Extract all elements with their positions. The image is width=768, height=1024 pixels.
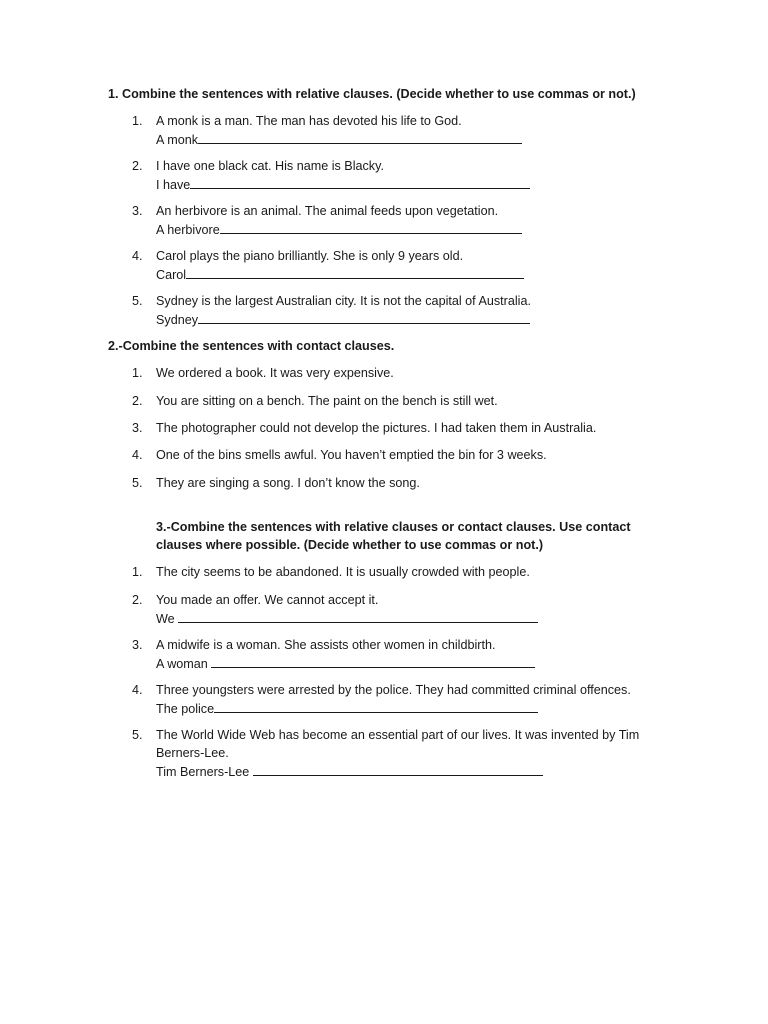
answer-blank[interactable]	[186, 265, 524, 279]
item-number: 4.	[132, 249, 143, 263]
item-number: 5.	[132, 476, 143, 490]
item-number: 3.	[132, 421, 143, 435]
item-sentence: You made an offer. We cannot accept it.	[156, 593, 379, 607]
answer-prompt: A herbivore	[156, 223, 220, 237]
item-sentence: We ordered a book. It was very expensive.	[156, 366, 394, 380]
section3-heading	[156, 518, 636, 554]
item-number: 1.	[132, 114, 143, 128]
item-number: 2.	[132, 593, 143, 607]
answer-blank[interactable]	[253, 762, 543, 776]
item-number: 2.	[132, 394, 143, 408]
answer-blank[interactable]	[178, 609, 538, 623]
item-number: 2.	[132, 159, 143, 173]
answer-prompt: A monk	[156, 133, 198, 147]
item-sentence: I have one black cat. His name is Blacky.	[156, 159, 384, 173]
section3-heading-line2: clauses where possible. (Decide whether to use commas or not.)	[156, 538, 544, 552]
item-sentence: A midwife is a woman. She assists other women in childbirth.	[156, 638, 496, 652]
item-sentence: The photographer could not develop the pictures. I had taken them in Australia.	[156, 421, 597, 435]
item-number: 4.	[132, 448, 143, 462]
item-sentence: A monk is a man. The man has devoted his life to God.	[156, 114, 462, 128]
item-number: 4.	[132, 683, 143, 697]
answer-prompt: A woman	[156, 657, 212, 671]
item-sentence: Sydney is the largest Australian city. It is not the capital of Australia.	[156, 294, 531, 308]
item-sentence-line1: The World Wide Web has become an essential part of our lives. It was invented by Tim	[156, 728, 640, 742]
item-number: 5.	[132, 728, 143, 742]
item-sentence: Carol plays the piano brilliantly. She is only 9 years old.	[156, 249, 464, 263]
item-sentence: One of the bins smells awful. You haven’t emptied the bin for 3 weeks.	[156, 448, 547, 462]
item-sentence-line2: Berners-Lee.	[156, 746, 229, 760]
answer-blank[interactable]	[198, 310, 530, 324]
answer-prompt: We	[156, 612, 179, 626]
item-sentence: The city seems to be abandoned. It is usually crowded with people.	[156, 565, 530, 579]
item-number: 5.	[132, 294, 143, 308]
section3-heading-line1: 3.-Combine the sentences with relative clauses or contact clauses. Use contact	[156, 520, 631, 534]
item-number: 3.	[132, 204, 143, 218]
section2-heading: 2.-Combine the sentences with contact clauses.	[108, 339, 395, 353]
answer-blank[interactable]	[220, 220, 522, 234]
answer-prompt: I have	[156, 178, 191, 192]
answer-blank[interactable]	[214, 699, 538, 713]
answer-blank[interactable]	[198, 130, 522, 144]
section1-heading: 1. Combine the sentences with relative clauses. (Decide whether to use commas or not.)	[108, 87, 636, 101]
item-number: 1.	[132, 366, 143, 380]
item-number: 3.	[132, 638, 143, 652]
item-number: 1.	[132, 565, 143, 579]
item-sentence: They are singing a song. I don’t know the song.	[156, 476, 420, 490]
answer-prompt: Sydney	[156, 313, 199, 327]
answer-prompt: The police	[156, 702, 215, 716]
answer-prompt: Tim Berners-Lee	[156, 765, 253, 779]
item-sentence: You are sitting on a bench. The paint on the bench is still wet.	[156, 394, 498, 408]
answer-prompt: Carol	[156, 268, 187, 282]
answer-blank[interactable]	[211, 654, 535, 668]
item-sentence: Three youngsters were arrested by the police. They had committed criminal offences.	[156, 683, 631, 697]
item-sentence: An herbivore is an animal. The animal feeds upon vegetation.	[156, 204, 499, 218]
answer-blank[interactable]	[190, 175, 530, 189]
